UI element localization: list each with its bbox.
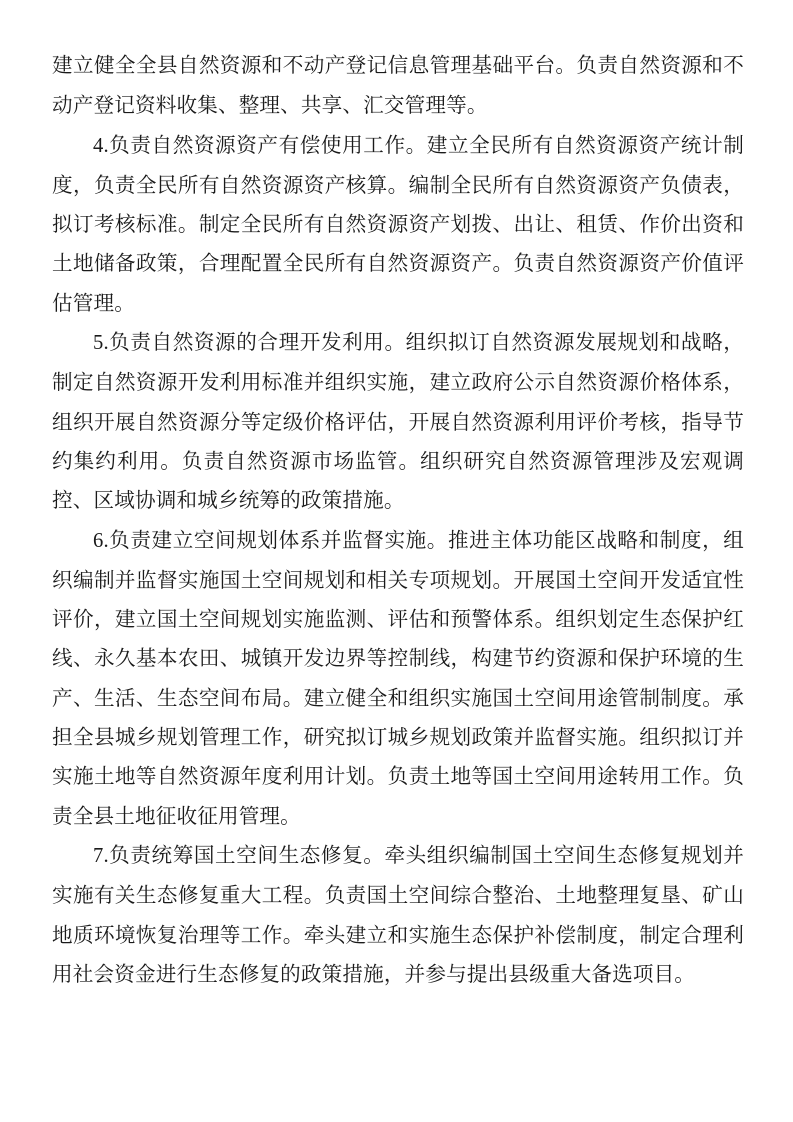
paragraph-text: 负责自然资源的合理开发利用。组织拟订自然资源发展规划和战略，制定自然资源开发利用标准并组织实施，建立政府公示自然资源价格体系，组织开展自然资源分等定级价格评估，开展自然资源利用评价考核，指导节约集约利用。负责自然资源市场监管。组织研究自然资源管理涉及宏观调控、区域协调和城乡统筹的政策措施。 bbox=[52, 330, 744, 513]
paragraph-item-5 bbox=[52, 323, 744, 520]
paragraph-number: 6. bbox=[93, 529, 109, 552]
paragraph-item-6 bbox=[52, 521, 744, 836]
paragraph-item-4 bbox=[52, 126, 744, 323]
paragraph-number: 5. bbox=[93, 332, 109, 355]
paragraph-text: 负责建立空间规划体系并监督实施。推进主体功能区战略和制度，组织编制并监督实施国土空间规划和相关专项规划。开展国土空间开发适宜性评价，建立国土空间规划实施监测、评估和预警体系。组织划定生态保护红线、永久基本农田、城镇开发边界等控制线，构建节约资源和保护环境的生产、生活、生态空间布局。建立健全和组织实施国土空间用途管制制度。承担全县城乡规划管理工作，研究拟订城乡规划政策并监督实施。组织拟订并实施土地等自然资源年度利用计划。负责土地等国土空间用途转用工作。负责全县土地征收征用管理。 bbox=[52, 527, 744, 828]
paragraph-continuation bbox=[52, 46, 744, 126]
paragraph-text: 负责统筹国土空间生态修复。牵头组织编制国土空间生态修复规划并实施有关生态修复重大工程。负责国土空间综合整治、土地整理复垦、矿山地质环境恢复治理等工作。牵头建立和实施生态保护补偿制度，制定合理利用社会资金进行生态修复的政策措施，并参与提出县级重大备选项目。 bbox=[52, 842, 744, 986]
paragraph-number: 7. bbox=[93, 844, 109, 867]
paragraph-item-7 bbox=[52, 836, 744, 994]
document-page bbox=[52, 46, 744, 994]
paragraph-text: 建立健全全县自然资源和不动产登记信息管理基础平台。负责自然资源和不动产登记资料收集、整理、共享、汇交管理等。 bbox=[52, 53, 744, 118]
paragraph-number: 4. bbox=[93, 134, 109, 157]
paragraph-text: 负责自然资源资产有偿使用工作。建立全民所有自然资源资产统计制度，负责全民所有自然资源资产核算。编制全民所有自然资源资产负债表，拟订考核标准。制定全民所有自然资源资产划拨、出让、租赁、作价出资和土地储备政策，合理配置全民所有自然资源资产。负责自然资源资产价值评估管理。 bbox=[52, 132, 744, 315]
